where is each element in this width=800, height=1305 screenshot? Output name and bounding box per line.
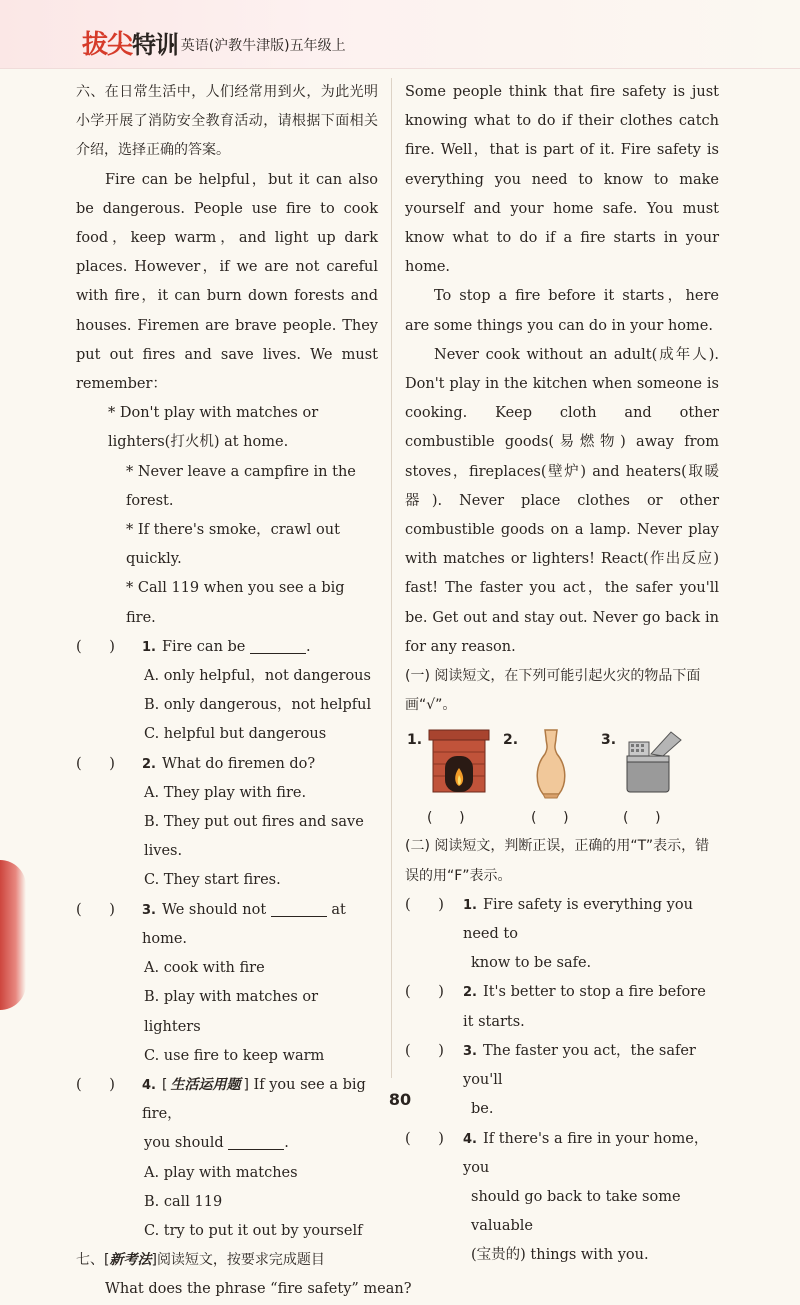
pic-label-1: 1. — [407, 732, 423, 749]
page-number: 80 — [388, 1090, 412, 1109]
bullet-1: * Don't play with matches or lighters(打火机) at home. — [108, 405, 319, 451]
option-a: A. only helpful，not dangerous — [144, 668, 371, 685]
option-a: A. play with matches — [144, 1164, 298, 1181]
lighter-icon — [621, 728, 687, 794]
bullet-2: * Never leave a campfire in the forest. — [126, 463, 356, 509]
passage-paragraph-2: To stop a fire before it starts，here are some things you can do in your home. — [405, 288, 719, 334]
answer-bracket[interactable]: ( ) — [76, 638, 115, 655]
bullet-4: * Call 119 when you see a big fire. — [126, 580, 345, 626]
bullet-3: * If there's smoke，crawl out quickly. — [126, 522, 340, 568]
brand-logo — [82, 24, 178, 61]
section7-tag: 新考法 — [109, 1252, 152, 1269]
answer-bracket[interactable]: ( ) — [76, 755, 115, 772]
section6-passage: Fire can be helpful，but it can also be dangerous. People use fire to cook food，keep warm，and light up dark places. However，if we are not careful with fire，it can burn down forests and houses. Firemen are brave people. They put out fires and save lives. We must remember： — [76, 171, 378, 393]
option-b: B. call 119 — [144, 1193, 223, 1210]
fill-blank[interactable] — [228, 1131, 284, 1150]
question-2: ( ) 2. What do firemen do? A. They play with fire. B. They put out fires and save lives. C. They start fires. — [76, 750, 378, 896]
answer-bracket[interactable]: ( ) — [76, 901, 115, 918]
page-header — [0, 0, 800, 69]
fill-blank[interactable] — [271, 898, 327, 917]
passage-paragraph-3: Never cook without an adult(成年人). Don't play in the kitchen when someone is cooking. Keep cloth and other combustible goods(易燃物) away from stoves，fireplaces(壁炉) and heaters(取暖器). Never place clothes or other combustible goods on a lamp. Never play with matches or lighters! React(作出反应) fast! The faster you act，the safer you'll be. Get out and stay out. Never go back in for any reason. — [405, 346, 719, 655]
tf-question-2: ( ) 2. It's better to stop a fire before it starts. — [405, 978, 719, 1036]
picture-row — [405, 722, 719, 832]
tf-question-4: ( ) 4. If there's a fire in your home，you should go back to take some valuable (宝贵的) things with you. — [405, 1125, 719, 1271]
section6-title: 六、在日常生活中，人们经常用到火，为此光明小学开展了消防安全教育活动，请根据下面相关介绍，选择正确的答案。 — [76, 84, 378, 159]
option-b: B. play with matches or lighters — [144, 989, 319, 1035]
option-c: C. helpful but dangerous — [144, 726, 327, 743]
section7-title: 七、[新考法]阅读短文，按要求完成题目 — [76, 1252, 325, 1269]
vase-icon — [531, 728, 571, 800]
pic-label-2: 2. — [503, 732, 519, 749]
question-1: ( ) 1. Fire can be . A. only helpful，not dangerous B. only dangerous，not helpful C. helpful but dangerous — [76, 633, 378, 750]
tick-bracket-1[interactable]: ( ) — [427, 810, 465, 827]
question-4: ( ) 4. [ 生活运用题 ] If you see a big fire， you should . A. play with matches B. call 119 C. try to put it out by yourself — [76, 1071, 378, 1246]
answer-bracket[interactable]: ( ) — [405, 896, 444, 913]
option-b: B. only dangerous，not helpful — [144, 697, 372, 714]
brand-dark-text: 特训 — [132, 31, 179, 59]
answer-bracket[interactable]: ( ) — [405, 1042, 444, 1059]
fill-blank[interactable] — [250, 635, 306, 654]
passage-paragraph-1: Some people think that fire safety is just knowing what to do if their clothes catch fire. Well，that is part of it. Fire safety is everything you need to know to make yourself and your home safe. You must know what to do if a fire starts in your home. — [405, 84, 719, 276]
book-subtitle: • 英语(沪教牛津版)五年级上 — [168, 38, 346, 54]
tick-bracket-3[interactable]: ( ) — [623, 810, 661, 827]
part2-title: (二) 阅读短文，判断正误，正确的用“T”表示，错误的用“F”表示。 — [405, 838, 710, 884]
option-a: A. cook with fire — [144, 960, 265, 977]
tf-question-3: ( ) 3. The faster you act，the safer you'll be. — [405, 1037, 719, 1125]
tick-bracket-2[interactable]: ( ) — [531, 810, 569, 827]
page-edge-decoration — [0, 860, 26, 1010]
option-a: A. They play with fire. — [144, 784, 307, 801]
part1-title: (一) 阅读短文，在下列可能引起火灾的物品下面画“√”。 — [405, 668, 701, 714]
option-c: C. try to put it out by yourself — [144, 1222, 363, 1239]
pic-label-3: 3. — [601, 732, 617, 749]
fireplace-icon — [427, 728, 491, 794]
answer-bracket[interactable]: ( ) — [405, 1130, 444, 1147]
option-b: B. They put out fires and save lives. — [144, 814, 364, 860]
option-c: C. They start fires. — [144, 872, 281, 889]
question-tag: 生活运用题 — [170, 1076, 241, 1093]
column-divider — [391, 78, 392, 1078]
answer-bracket[interactable]: ( ) — [405, 984, 444, 1001]
brand-red-text: 拔尖 — [82, 30, 133, 60]
section7-question: What does the phrase “fire safety” mean? — [105, 1281, 412, 1298]
question-3: ( ) 3. We should not at home. A. cook with fire B. play with matches or lighters C. use fire to keep warm — [76, 896, 378, 1071]
answer-bracket[interactable]: ( ) — [76, 1076, 115, 1093]
option-c: C. use fire to keep warm — [144, 1047, 325, 1064]
tf-question-1: ( ) 1. Fire safety is everything you need to know to be safe. — [405, 891, 719, 979]
